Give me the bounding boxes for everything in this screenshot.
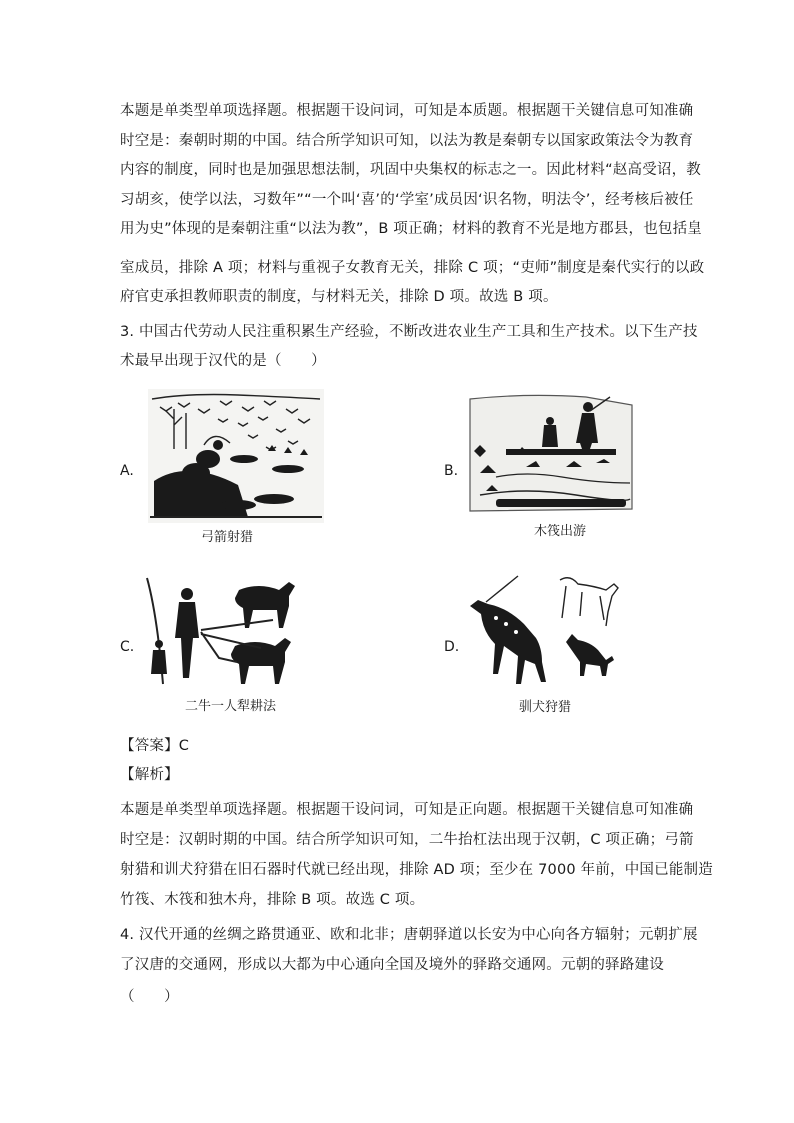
raft-scene-image	[466, 391, 636, 517]
ox-plough-image	[143, 574, 319, 694]
question-stem-line: 4. 汉代开通的丝绸之路贯通亚、欧和北非；唐朝驿道以长安为中心向各方辐射；元朝扩展	[120, 927, 698, 943]
option-d-caption: 驯犬狩猎	[519, 700, 572, 715]
answer-blank: （ ）	[120, 989, 179, 1005]
analysis-text-line: 用为史”体现的是秦朝注重“以法为教”，B 项正确；材料的教育不光是地方郡县，也包括皇	[120, 221, 702, 237]
question-stem-line: 3. 中国古代劳动人民注重积累生产经验，不断改进农业生产工具和生产技术。以下生产技	[120, 324, 698, 340]
option-a-caption: 弓箭射猎	[201, 530, 254, 545]
analysis-text-line: 府官吏承担教师职责的制度，与材料无关，排除 D 项。故选 B 项。	[120, 289, 558, 305]
analysis-text-line: 本题是单类型单项选择题。根据题干设问词，可知是本质题。根据题干关键信息可知准确	[120, 103, 694, 119]
dog-hunting-image	[466, 572, 626, 696]
analysis-label: 【解析】	[120, 767, 179, 783]
question-stem-line: 了汉唐的交通网，形成以大都为中心通向全国及境外的驿路交通网。元朝的驿路建设	[120, 957, 664, 973]
analysis-text-line: 内容的制度，同时也是加强思想法制，巩固中央集权的标志之一。因此材料“赵高受诏，教	[120, 162, 702, 178]
analysis-text-line: 时空是：汉朝时期的中国。结合所学知识可知，二牛抬杠法出现于汉朝，C 项正确；弓箭	[120, 832, 694, 848]
option-a-letter: A.	[120, 463, 134, 479]
analysis-text-line: 射猎和训犬狩猎在旧石器时代就已经出现，排除 AD 项；至少在 7000 年前，中国已能制造	[120, 862, 713, 878]
option-b-caption: 木筏出游	[534, 524, 587, 539]
analysis-text-line: 时空是：秦朝时期的中国。结合所学知识可知，以法为教是秦朝专以国家政策法令为教育	[120, 133, 694, 149]
hunting-scene-image	[148, 389, 324, 523]
question-stem-line: 术最早出现于汉代的是（ ）	[120, 353, 326, 369]
option-c-letter: C.	[120, 639, 135, 655]
analysis-text-line: 室成员，排除 A 项；材料与重视子女教育无关，排除 C 项；“吏师”制度是秦代实行的以政	[120, 260, 705, 276]
analysis-text-line: 本题是单类型单项选择题。根据题干设问词，可知是正向题。根据题干关键信息可知准确	[120, 802, 694, 818]
analysis-text-line: 习胡亥，使学以法，习数年”“一个叫‘喜’的‘学室’成员因‘识名物，明法令’，经考核后被任	[120, 192, 694, 208]
answer-label: 【答案】C	[120, 738, 190, 754]
analysis-text-line: 竹筏、木筏和独木舟，排除 B 项。故选 C 项。	[120, 892, 425, 908]
option-c-caption: 二牛一人犁耕法	[185, 699, 277, 714]
option-d-letter: D.	[444, 639, 460, 655]
option-b-letter: B.	[444, 463, 459, 479]
